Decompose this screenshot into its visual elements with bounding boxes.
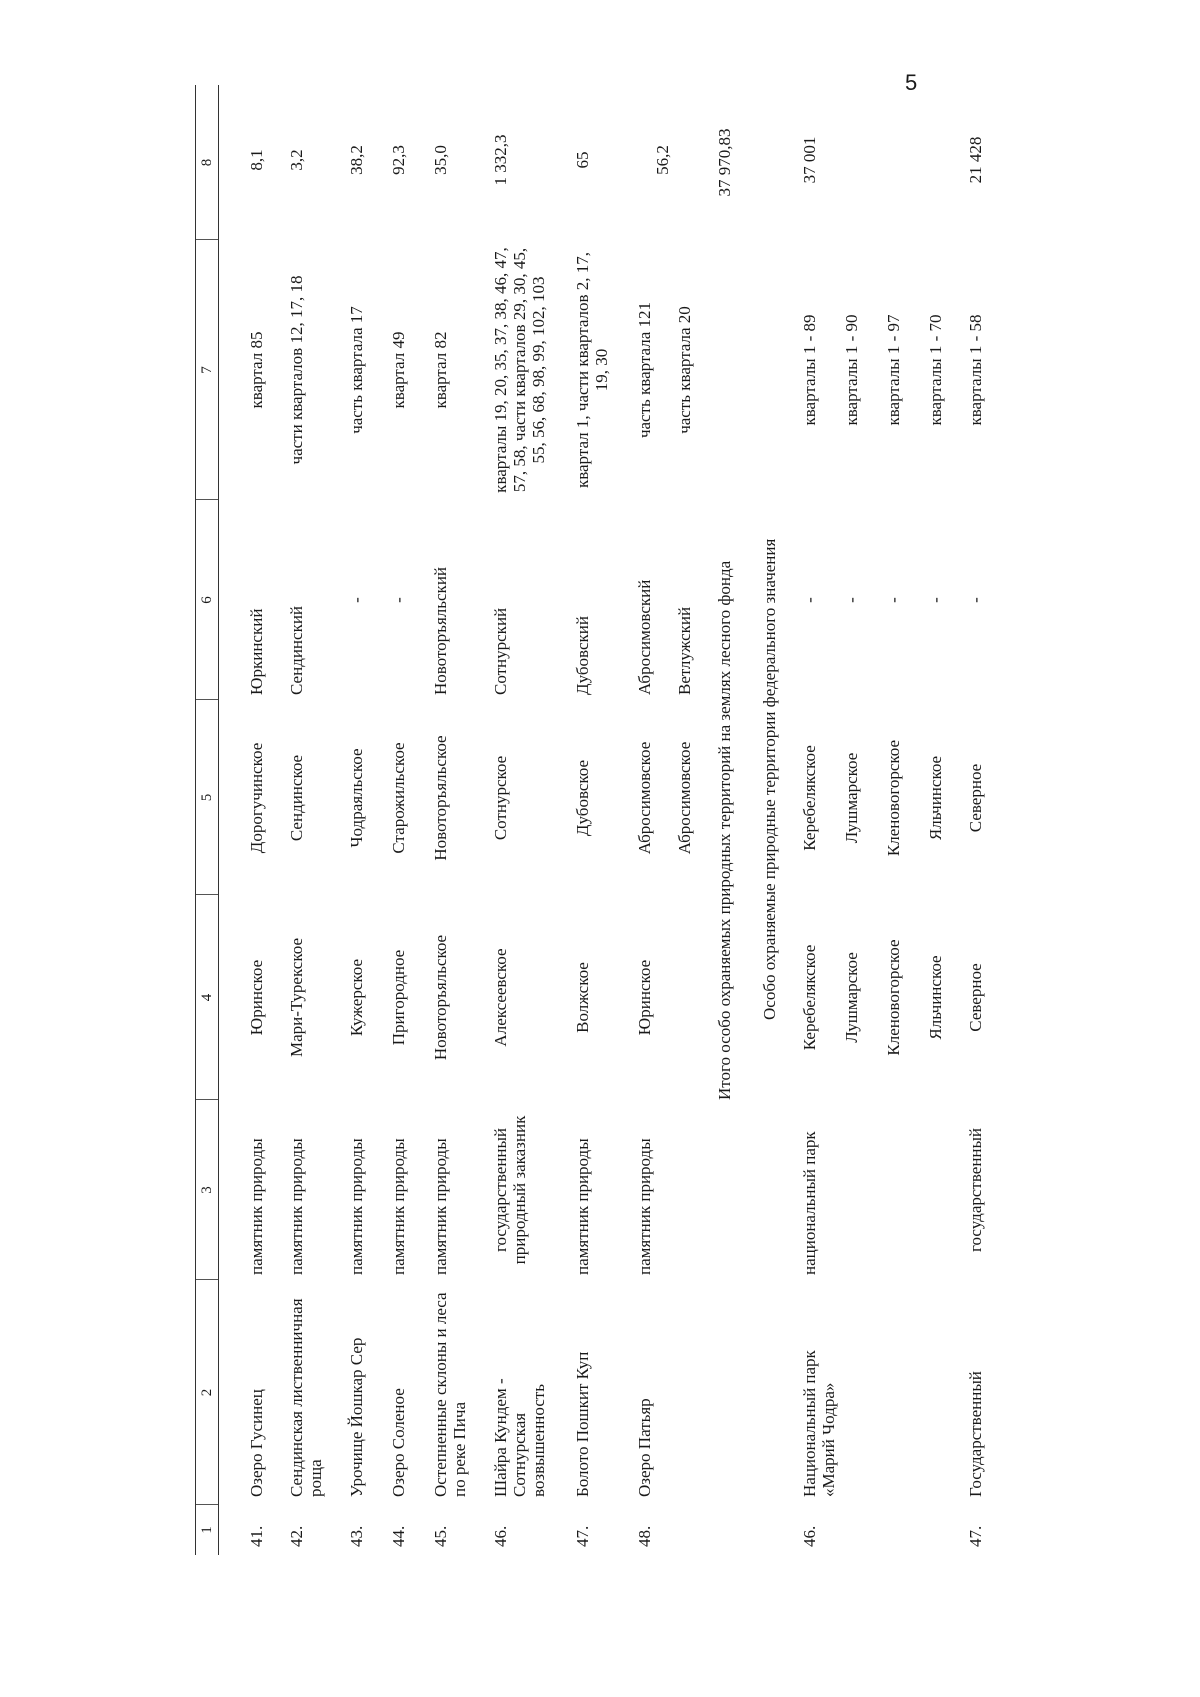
quarters: квартал 85 (247, 331, 266, 409)
row-number: 41. (247, 1525, 266, 1547)
quarters: часть квартала 20 (675, 306, 694, 434)
quarters: кварталы 19, 20, 35, 37, 38, 46, 47, 57, 58, части кварталов 29, 30, 45, 55, 56, 68, 98, 99, 102, 103 (491, 247, 548, 493)
quarters: кварталы 1 - 70 (926, 314, 945, 426)
forestry: Сендинское (287, 754, 306, 842)
column-number-header (195, 85, 219, 1555)
district-forestry: - (884, 597, 903, 603)
district-forestry: Сотнурский (491, 607, 510, 695)
settlement: Мари-Турекское (287, 937, 306, 1058)
object-name: Государственный (966, 1371, 985, 1497)
settlement: Северное (966, 963, 985, 1032)
quarters: часть квартала 121 (635, 301, 654, 439)
object-name: Урочище Йошкар Сер (347, 1337, 366, 1497)
object-category: государственный природный заказник (491, 1115, 529, 1265)
area: 92,3 (389, 145, 408, 175)
district-forestry: - (842, 597, 861, 603)
forestry: Чодраяльское (347, 748, 366, 848)
object-name: Болото Пошкит Куп (573, 1351, 592, 1497)
col-header: 7 (199, 366, 215, 374)
quarters: квартал 1, части кварталов 2, 17, 19, 30 (573, 251, 611, 489)
object-category: национальный парк (800, 1131, 819, 1275)
col-header: 5 (199, 793, 215, 802)
object-name: Сендинская лиственничная роща (287, 1298, 325, 1497)
col-header: 8 (199, 158, 215, 167)
object-name: Остепненные склоны и леса по реке Пича (431, 1292, 469, 1497)
col-header: 2 (199, 1388, 215, 1397)
row-number: 47. (966, 1525, 985, 1547)
district-forestry: Ветлужский (675, 606, 694, 695)
forestry: Старожильское (389, 742, 408, 854)
area: 1 332,3 (491, 134, 510, 186)
area: 38,2 (347, 145, 366, 175)
quarters: квартал 49 (389, 331, 408, 409)
forestry: Яльчинское (926, 755, 945, 841)
object-category: памятник природы (247, 1138, 266, 1275)
area: 37 001 (800, 136, 819, 184)
object-category: памятник природы (347, 1138, 366, 1275)
total-value: 37 970,83 (715, 128, 734, 197)
col-header: 4 (199, 993, 215, 1002)
quarters: кварталы 1 - 89 (800, 314, 819, 426)
forestry: Новоторъяльское (431, 735, 450, 861)
object-name: Озеро Патьяр (635, 1398, 654, 1497)
col-header: 1 (199, 1526, 215, 1534)
district-forestry: - (800, 597, 819, 603)
object-category: памятник природы (573, 1138, 592, 1275)
district-forestry: - (389, 597, 408, 603)
col-header: 6 (199, 596, 215, 604)
area: 3,2 (287, 149, 306, 171)
forestry: Керебелякское (800, 745, 819, 851)
quarters: кварталы 1 - 90 (842, 314, 861, 426)
rotated-table (195, 85, 995, 1555)
area: 35,0 (431, 145, 450, 175)
object-category: государственный (966, 1127, 985, 1253)
object-category: памятник природы (431, 1138, 450, 1275)
page-number: 5 (905, 70, 918, 95)
row-number: 45. (431, 1525, 450, 1547)
row-number: 48. (635, 1525, 654, 1547)
settlement: Кужерское (347, 958, 366, 1037)
row-number: 46. (800, 1525, 819, 1547)
area: 65 (573, 151, 592, 169)
object-name: Озеро Соленое (389, 1388, 408, 1497)
col-header: 3 (199, 1186, 215, 1194)
quarters: части кварталов 12, 17, 18 (287, 275, 306, 465)
section-title-text: Особо охраняемые природные территории федерального значения (760, 538, 779, 1020)
settlement: Лушмарское (842, 952, 861, 1043)
settlement: Новоторъяльское (431, 934, 450, 1061)
object-category: памятник природы (287, 1138, 306, 1275)
district-forestry: - (966, 597, 985, 603)
settlement: Юринское (635, 959, 654, 1036)
settlement: Пригородное (389, 949, 408, 1046)
row-number: 47. (573, 1525, 592, 1547)
area: 56,2 (653, 145, 672, 175)
row-number: 43. (347, 1525, 366, 1547)
settlement: Алексеевское (491, 948, 510, 1047)
settlement: Яльчинское (926, 955, 945, 1040)
area: 8,1 (247, 149, 266, 171)
forestry: Дубовское (573, 759, 592, 837)
forestry: Абросимовское (635, 741, 654, 855)
forestry: Дорогучинское (247, 742, 266, 854)
quarters: часть квартала 17 (347, 306, 366, 434)
quarters: квартал 82 (431, 331, 450, 409)
row-number: 44. (389, 1525, 408, 1547)
forestry: Абросимовское (675, 741, 694, 855)
forestry: Северное (966, 763, 985, 833)
settlement: Керебелякское (800, 944, 819, 1051)
forestry: Сотнурское (491, 755, 510, 841)
row-number: 46. (491, 1525, 510, 1547)
district-forestry: Абросимовский (635, 579, 654, 695)
area: 21 428 (966, 136, 985, 184)
forestry: Кленовогорское (884, 739, 903, 857)
district-forestry: - (347, 597, 366, 603)
district-forestry: Дубовский (573, 616, 592, 695)
forestry: Лушмарское (842, 752, 861, 844)
settlement: Кленовогорское (884, 939, 903, 1056)
row-number: 42. (287, 1525, 306, 1547)
total-label: Итого особо охраняемых природных территорий на землях лесного фонда (715, 560, 734, 1100)
object-name: Шайра Кундем - Сотнурская возвышенность (491, 1378, 548, 1497)
settlement: Волжское (573, 962, 592, 1033)
object-name: Национальный парк «Марий Чодра» (800, 1350, 838, 1497)
object-name: Озеро Гусинец (247, 1389, 266, 1497)
district-forestry: Сендинский (287, 605, 306, 695)
quarters: кварталы 1 - 97 (884, 314, 903, 426)
settlement: Юринское (247, 959, 266, 1036)
district-forestry: Юркинский (247, 608, 266, 695)
object-category: памятник природы (389, 1138, 408, 1275)
district-forestry: - (926, 597, 945, 603)
district-forestry: Новоторъяльский (431, 566, 450, 695)
object-category: памятник природы (635, 1138, 654, 1275)
quarters: кварталы 1 - 58 (966, 314, 985, 426)
